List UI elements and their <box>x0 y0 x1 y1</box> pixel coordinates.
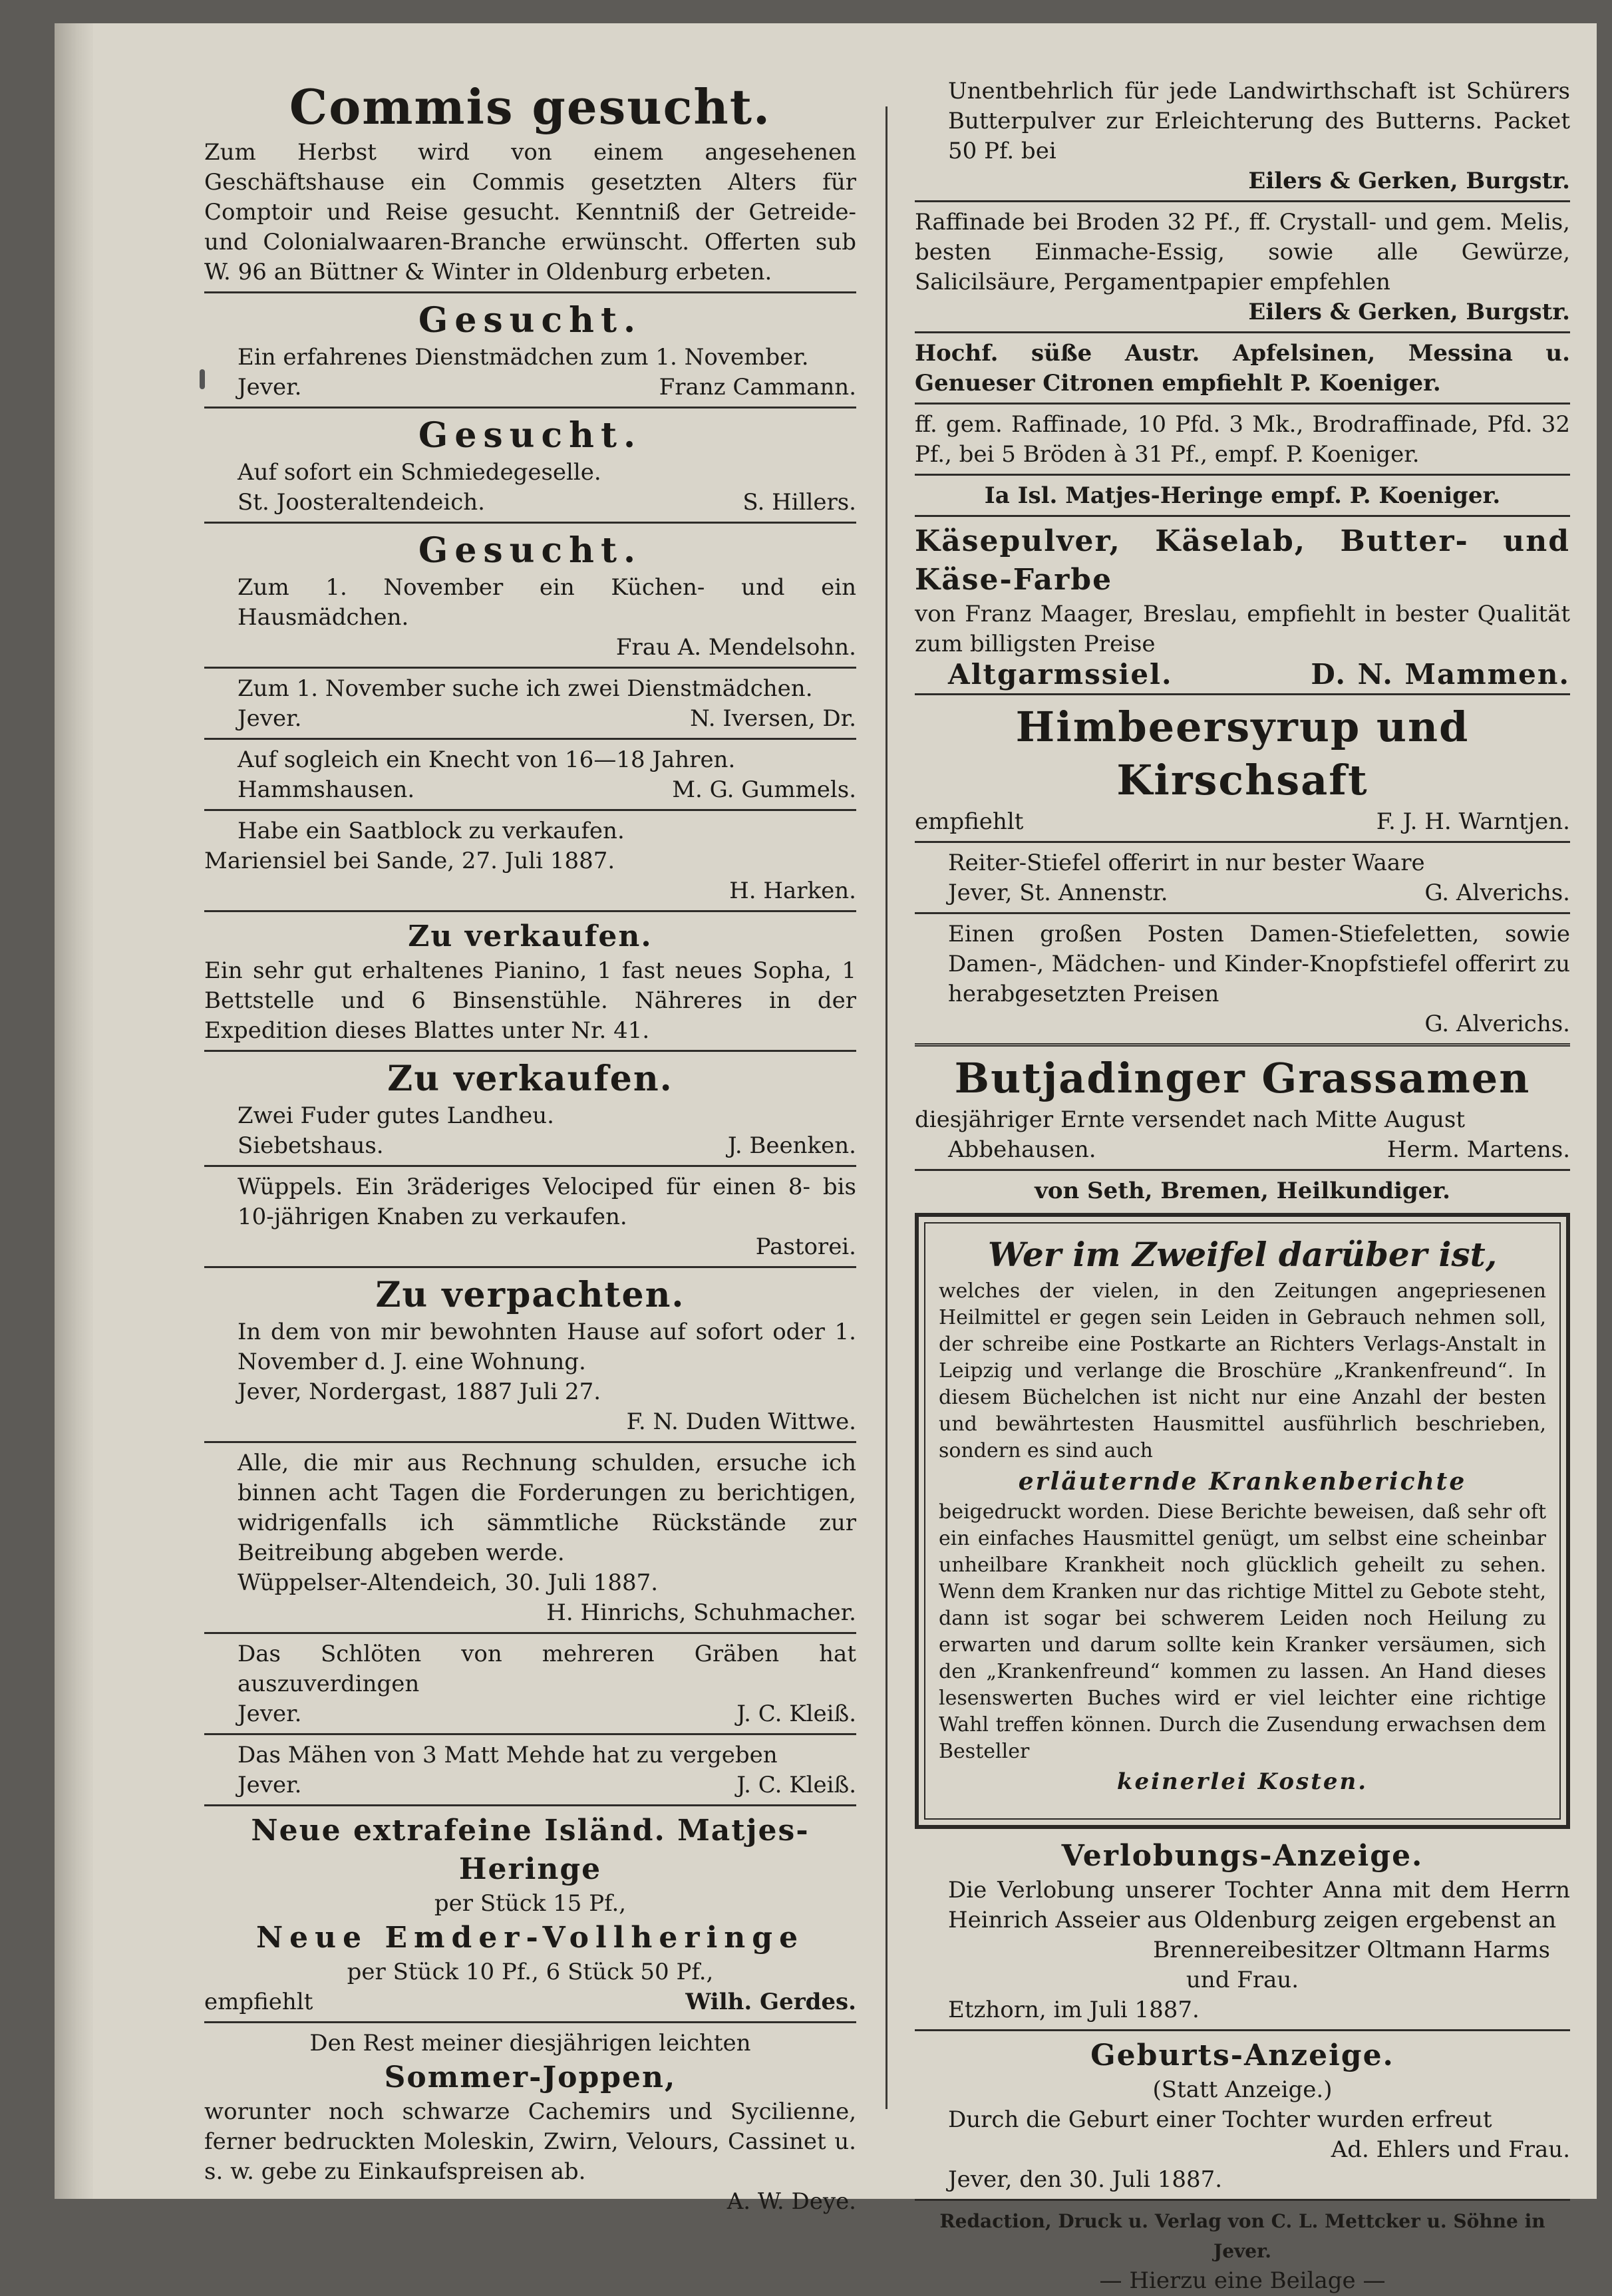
ad-body: Reiter-Stiefel offerirt in nur bester Waare <box>948 850 1425 876</box>
ad-name: Frau A. Mendelsohn. <box>615 634 856 661</box>
ad-body: In dem von mir bewohnten Hause auf sofort oder 1. November d. J. eine Wohnung. <box>238 1319 856 1375</box>
ad-body: Alle, die mir aus Rechnung schulden, ersuche ich binnen acht Tagen die Forderungen zu berichtigen, widrigenfalls ich sämmtliche Rückstände zur Beitreibung abgeben werde. <box>238 1450 856 1566</box>
ad-name: J. Beenken. <box>727 1132 856 1159</box>
ad-line: Habe ein Saatblock zu verkaufen. <box>238 818 625 844</box>
ad-name: J. C. Kleiß. <box>736 1701 856 1727</box>
divider <box>204 667 856 669</box>
page-binding-edge <box>55 23 93 2199</box>
divider <box>915 474 1570 476</box>
ad-geburt <box>915 2037 1570 2195</box>
ad-velociped <box>204 1172 856 1262</box>
ad-body: ff. gem. Raffinade, 10 Pfd. 3 Mk., Brodraffinade, Pfd. 32 Pf., bei 5 Bröden à 31 Pf., empf. P. Koeniger. <box>915 411 1570 468</box>
ad-body: Hochf. süße Austr. Apfelsinen, Messina u. Genueser Citronen empfiehlt P. Koeniger. <box>915 340 1570 397</box>
ad-signature <box>915 878 1570 908</box>
ad-line: Den Rest meiner diesjährigen leichten <box>309 2030 751 2056</box>
ad-alverichs-stiefeletten <box>915 919 1570 1039</box>
page-footer <box>915 2206 1570 2296</box>
ad-name: H. Hinrichs, Schuhmacher. <box>546 1599 856 1626</box>
divider <box>915 912 1570 914</box>
ad-place: Abbehausen. <box>948 1136 1096 1163</box>
ad-title: Neue extrafeine Isländ. Matjes-Heringe <box>251 1814 810 1886</box>
ad-signature <box>915 1135 1570 1165</box>
ad-butterpulver <box>915 77 1570 196</box>
ad-signature <box>915 659 1570 689</box>
ad-gerdes <box>204 1812 856 2017</box>
ad-dateline: Wüppelser-Altendeich, 30. Juli 1887. <box>238 1569 659 1596</box>
ad-lead: empfiehlt <box>915 808 1024 835</box>
ad-zweifel-box <box>915 1213 1570 1829</box>
ad-body: Das Mähen von 3 Matt Mehde hat zu vergeben <box>238 1742 778 1768</box>
ad-body: welches der vielen, in den Zeitungen angepriesenen Heilmittel er gegen sein Leiden in Gebrauch nehmen soll, der schreibe eine Postkarte an Richters Verlags-Anstalt in Leipzig und verlange die Broschüre „Krankenfreund“. In diesem Büchelchen ist nicht nur eine Anzahl der besten und bewährtesten Hausmittel ausführlich beschrieben, sondern es sind auch <box>939 1279 1546 1462</box>
ad-signature <box>204 373 856 403</box>
ad-place: Altgarmssiel. <box>948 658 1173 691</box>
ad-zweifel-inner <box>924 1222 1561 1820</box>
ad-signature <box>204 704 856 734</box>
ad-himbeersyrup <box>915 701 1570 837</box>
ad-name: A. W. Deye. <box>726 2188 856 2215</box>
ad-verpachten <box>204 1273 856 1437</box>
ad-title: Wer im Zweifel darüber ist, <box>987 1235 1498 1274</box>
divider <box>915 2029 1570 2031</box>
ad-signature <box>915 807 1570 837</box>
ad-name: G. Alverichs. <box>1424 1011 1570 1037</box>
ad-lead: empfiehlt <box>204 1989 313 2015</box>
supplement-note: — Hierzu eine Beilage — <box>1099 2267 1386 2294</box>
ad-place: Jever. <box>238 374 302 401</box>
ad-signature <box>204 488 856 518</box>
ad-dateline: Etzhorn, im Juli 1887. <box>948 1997 1200 2023</box>
ad-body: Ein sehr gut erhaltenes Pianino, 1 fast neues Sopha, 1 Bettstelle und 6 Binsenstühle. Nähreres in der Expedition dieses Blattes unter Nr. 41. <box>204 957 856 1044</box>
ad-title: Himbeersyrup und Kirschsaft <box>1015 703 1470 804</box>
divider <box>915 841 1570 843</box>
ad-harken <box>204 816 856 906</box>
ad-alverichs-reiterstiefel <box>915 848 1570 908</box>
ad-place: Jever. <box>238 1772 302 1798</box>
ad-body: Ein erfahrenes Dienstmädchen zum 1. November. <box>238 344 809 371</box>
ad-kleiss-maehen <box>204 1740 856 1800</box>
ad-name: H. Harken. <box>729 878 856 904</box>
ad-price: per Stück 10 Pf., 6 Stück 50 Pf., <box>347 1959 714 1985</box>
ad-signature <box>204 775 856 805</box>
ad-verlobung <box>915 1837 1570 2025</box>
ad-place: Hammshausen. <box>238 776 415 803</box>
ad-title: Gesucht. <box>418 530 643 571</box>
ad-raffinade <box>915 208 1570 327</box>
ad-place: Jever. <box>238 1701 302 1727</box>
divider <box>915 331 1570 333</box>
divider <box>204 738 856 740</box>
ad-title: Gesucht. <box>418 415 643 456</box>
divider <box>915 693 1570 695</box>
ad-gesucht-dienstmaedchen <box>204 299 856 403</box>
ad-name: S. Hillers. <box>742 489 856 516</box>
divider <box>915 403 1570 405</box>
ad-kleiss-schloeten <box>204 1639 856 1729</box>
ad-title: Butjadinger Grassamen <box>954 1054 1531 1102</box>
ad-gesucht-schmiedegeselle <box>204 414 856 518</box>
ad-dateline: Jever, den 30. Juli 1887. <box>948 2166 1223 2193</box>
ad-title: Zu verkaufen. <box>387 1059 673 1099</box>
ad-place: St. Joosteraltendeich. <box>238 489 485 516</box>
ad-title: Commis gesucht. <box>289 79 772 135</box>
ad-name: Ad. Ehlers und Frau. <box>1331 2136 1570 2163</box>
ad-name: J. C. Kleiß. <box>736 1772 856 1798</box>
ad-body: von Seth, Bremen, Heilkundiger. <box>1035 1178 1450 1204</box>
left-column <box>204 77 856 2217</box>
divider <box>915 1043 1570 1047</box>
ad-body: Unentbehrlich für jede Landwirthschaft ist Schürers Butterpulver zur Erleichterung des Butterns. Packet 50 Pf. bei <box>948 78 1570 164</box>
ad-body: Die Verlobung unserer Tochter Anna mit dem Herrn Heinrich Asseier aus Oldenburg zeigen ergebenst an <box>948 1877 1570 1933</box>
ad-name: N. Iversen, Dr. <box>690 705 856 732</box>
divider <box>915 1169 1570 1171</box>
ad-body: beigedruckt worden. Diese Berichte beweisen, daß sehr oft ein einfaches Hausmittel genügt, um selbst eine scheinbar unheilbare Krankheit noch glücklich geheilt zu sehen. Wenn dem Kranken nur das richtige Mittel zu Gebote steht, dann ist sogar bei schwerem Leiden noch Heilung zu erwarten und darum sollte kein Kranker versäumen, sich den „Krankenfreund“ kommen zu lassen. An Hand dieses lesenswerten Buches wird er viel leichter eine richtige Wahl treffen können. Durch die Zusendung erwachsen dem Besteller <box>939 1500 1546 1763</box>
ad-name: F. N. Duden Wittwe. <box>626 1408 856 1435</box>
ad-dateline: Jever, Nordergast, 1887 Juli 27. <box>238 1379 601 1405</box>
ad-body: Zwei Fuder gutes Landheu. <box>238 1102 554 1129</box>
ad-body: Auf sogleich ein Knecht von 16—18 Jahren. <box>238 746 736 773</box>
ad-body: von Franz Maager, Breslau, empfiehlt in bester Qualität zum billigsten Preise <box>915 601 1570 657</box>
divider <box>204 407 856 409</box>
divider <box>204 1165 856 1167</box>
divider <box>204 1632 856 1634</box>
ad-kaesepulver <box>915 522 1570 689</box>
ad-hinrichs <box>204 1448 856 1628</box>
ad-commis <box>204 77 856 287</box>
divider <box>204 1441 856 1443</box>
ad-name: Eilers & Gerken, Burgstr. <box>1248 168 1570 194</box>
ad-body: Durch die Geburt einer Tochter wurden erfreut <box>948 2106 1492 2133</box>
ad-name: M. G. Gummels. <box>672 776 856 803</box>
ad-place: Jever. <box>238 705 302 732</box>
divider <box>915 200 1570 202</box>
ad-place: Siebetshaus. <box>238 1132 384 1159</box>
ad-body: Auf sofort ein Schmiedegeselle. <box>238 459 601 486</box>
ad-signature <box>204 1770 856 1800</box>
divider <box>204 1050 856 1052</box>
divider <box>915 515 1570 517</box>
ad-place: Jever, St. Annenstr. <box>948 880 1168 906</box>
divider <box>204 1733 856 1735</box>
ad-body: Wüppels. Ein 3räderiges Velociped für einen 8- bis 10-jährigen Knaben zu verkaufen. <box>238 1174 856 1230</box>
divider <box>204 291 856 293</box>
ad-body: worunter noch schwarze Cachemirs und Sycilienne, ferner bedruckten Moleskin, Zwirn, Velours, Cassinet u. s. w. gebe zu Einkaufspreisen ab. <box>204 2098 856 2185</box>
ad-seth <box>915 1176 1570 1206</box>
ad-name: D. N. Mammen. <box>1311 658 1570 691</box>
ad-title: Gesucht. <box>418 300 643 341</box>
imprint: Redaction, Druck u. Verlag von C. L. Mettcker u. Söhne in Jever. <box>939 2210 1545 2262</box>
ad-name: Herm. Martens. <box>1386 1136 1570 1163</box>
ad-price: per Stück 15 Pf., <box>434 1890 627 1917</box>
divider <box>204 522 856 524</box>
column-divider <box>886 106 887 2109</box>
ad-name: Eilers & Gerken, Burgstr. <box>1248 299 1570 325</box>
ad-body: Zum Herbst wird von einem angesehenen Geschäftshause ein Commis gesetzten Alters für Comptoir und Reise gesucht. Kenntniß der Getreide- und Colonialwaaren-Branche erwünscht. Offerten sub W. 96 an Büttner & Winter in Oldenburg erbeten. <box>204 139 856 285</box>
ad-name: Brennereibesitzer Oltmann Harms <box>1153 1937 1550 1963</box>
ad-name: F. J. H. Warntjen. <box>1376 808 1570 835</box>
ad-body: Raffinade bei Broden 32 Pf., ff. Crystall- und gem. Melis, besten Einmache-Essig, sowie alle Gewürze, Salicilsäure, Pergamentpapier empfehlen <box>915 209 1570 295</box>
ad-apfelsinen <box>915 339 1570 399</box>
ad-verkaufen-pianino <box>204 917 856 1046</box>
divider <box>204 1266 856 1268</box>
ad-subtitle: (Statt Anzeige.) <box>1152 2076 1333 2103</box>
ad-verkaufen-landheu <box>204 1057 856 1161</box>
ad-title: Geburts-Anzeige. <box>1090 2039 1394 2072</box>
ad-title: Verlobungs-Anzeige. <box>1061 1839 1424 1873</box>
ad-body: Das Schlöten von mehreren Gräben hat auszuverdingen <box>238 1641 856 1697</box>
ad-name: G. Alverichs. <box>1424 880 1570 906</box>
right-column <box>915 77 1570 2296</box>
ad-title: Zu verkaufen. <box>408 919 653 953</box>
ad-signature <box>204 1131 856 1161</box>
ad-koeniger-raffinade <box>915 410 1570 470</box>
ad-name: Wilh. Gerdes. <box>685 1989 856 2015</box>
ad-name: Pastorei. <box>755 1233 856 1260</box>
ad-gummels <box>204 745 856 805</box>
ad-dateline: Mariensiel bei Sande, 27. Juli 1887. <box>204 848 615 874</box>
ad-grassamen <box>915 1052 1570 1165</box>
divider <box>915 2199 1570 2201</box>
ad-gesucht-hausmaedchen <box>204 529 856 663</box>
ad-iversen <box>204 674 856 734</box>
ad-title: Käsepulver, Käselab, Butter- und Käse-Farbe <box>915 524 1570 597</box>
ad-title: Neue Emder-Vollheringe <box>255 1921 805 1955</box>
ad-signature <box>204 1699 856 1729</box>
ad-highlight: erläuternde Krankenberichte <box>1018 1468 1467 1496</box>
ad-body: Zum 1. November suche ich zwei Dienstmädchen. <box>238 675 813 702</box>
ad-body: diesjähriger Ernte versendet nach Mitte August <box>915 1106 1466 1133</box>
divider <box>204 2021 856 2023</box>
ad-name: Franz Cammann. <box>659 374 856 401</box>
ad-body: Zum 1. November ein Küchen- und ein Hausmädchen. <box>238 574 856 631</box>
ad-name: und Frau. <box>1186 1967 1299 1993</box>
divider <box>204 1804 856 1806</box>
ad-deye <box>204 2029 856 2217</box>
ad-title: Zu verpachten. <box>375 1275 685 1315</box>
ad-signature <box>204 1987 856 2017</box>
ad-body: Ia Isl. Matjes-Heringe empf. P. Koeniger. <box>984 482 1501 509</box>
ad-matjes <box>915 481 1570 511</box>
ad-body: Einen großen Posten Damen-Stiefeletten, sowie Damen-, Mädchen- und Kinder-Knopfstiefel offerirt zu herabgesetzten Preisen <box>948 921 1570 1007</box>
ad-title: Sommer-Joppen, <box>384 2060 677 2094</box>
divider <box>204 809 856 811</box>
divider <box>204 910 856 912</box>
ad-highlight: keinerlei Kosten. <box>1116 1768 1369 1795</box>
